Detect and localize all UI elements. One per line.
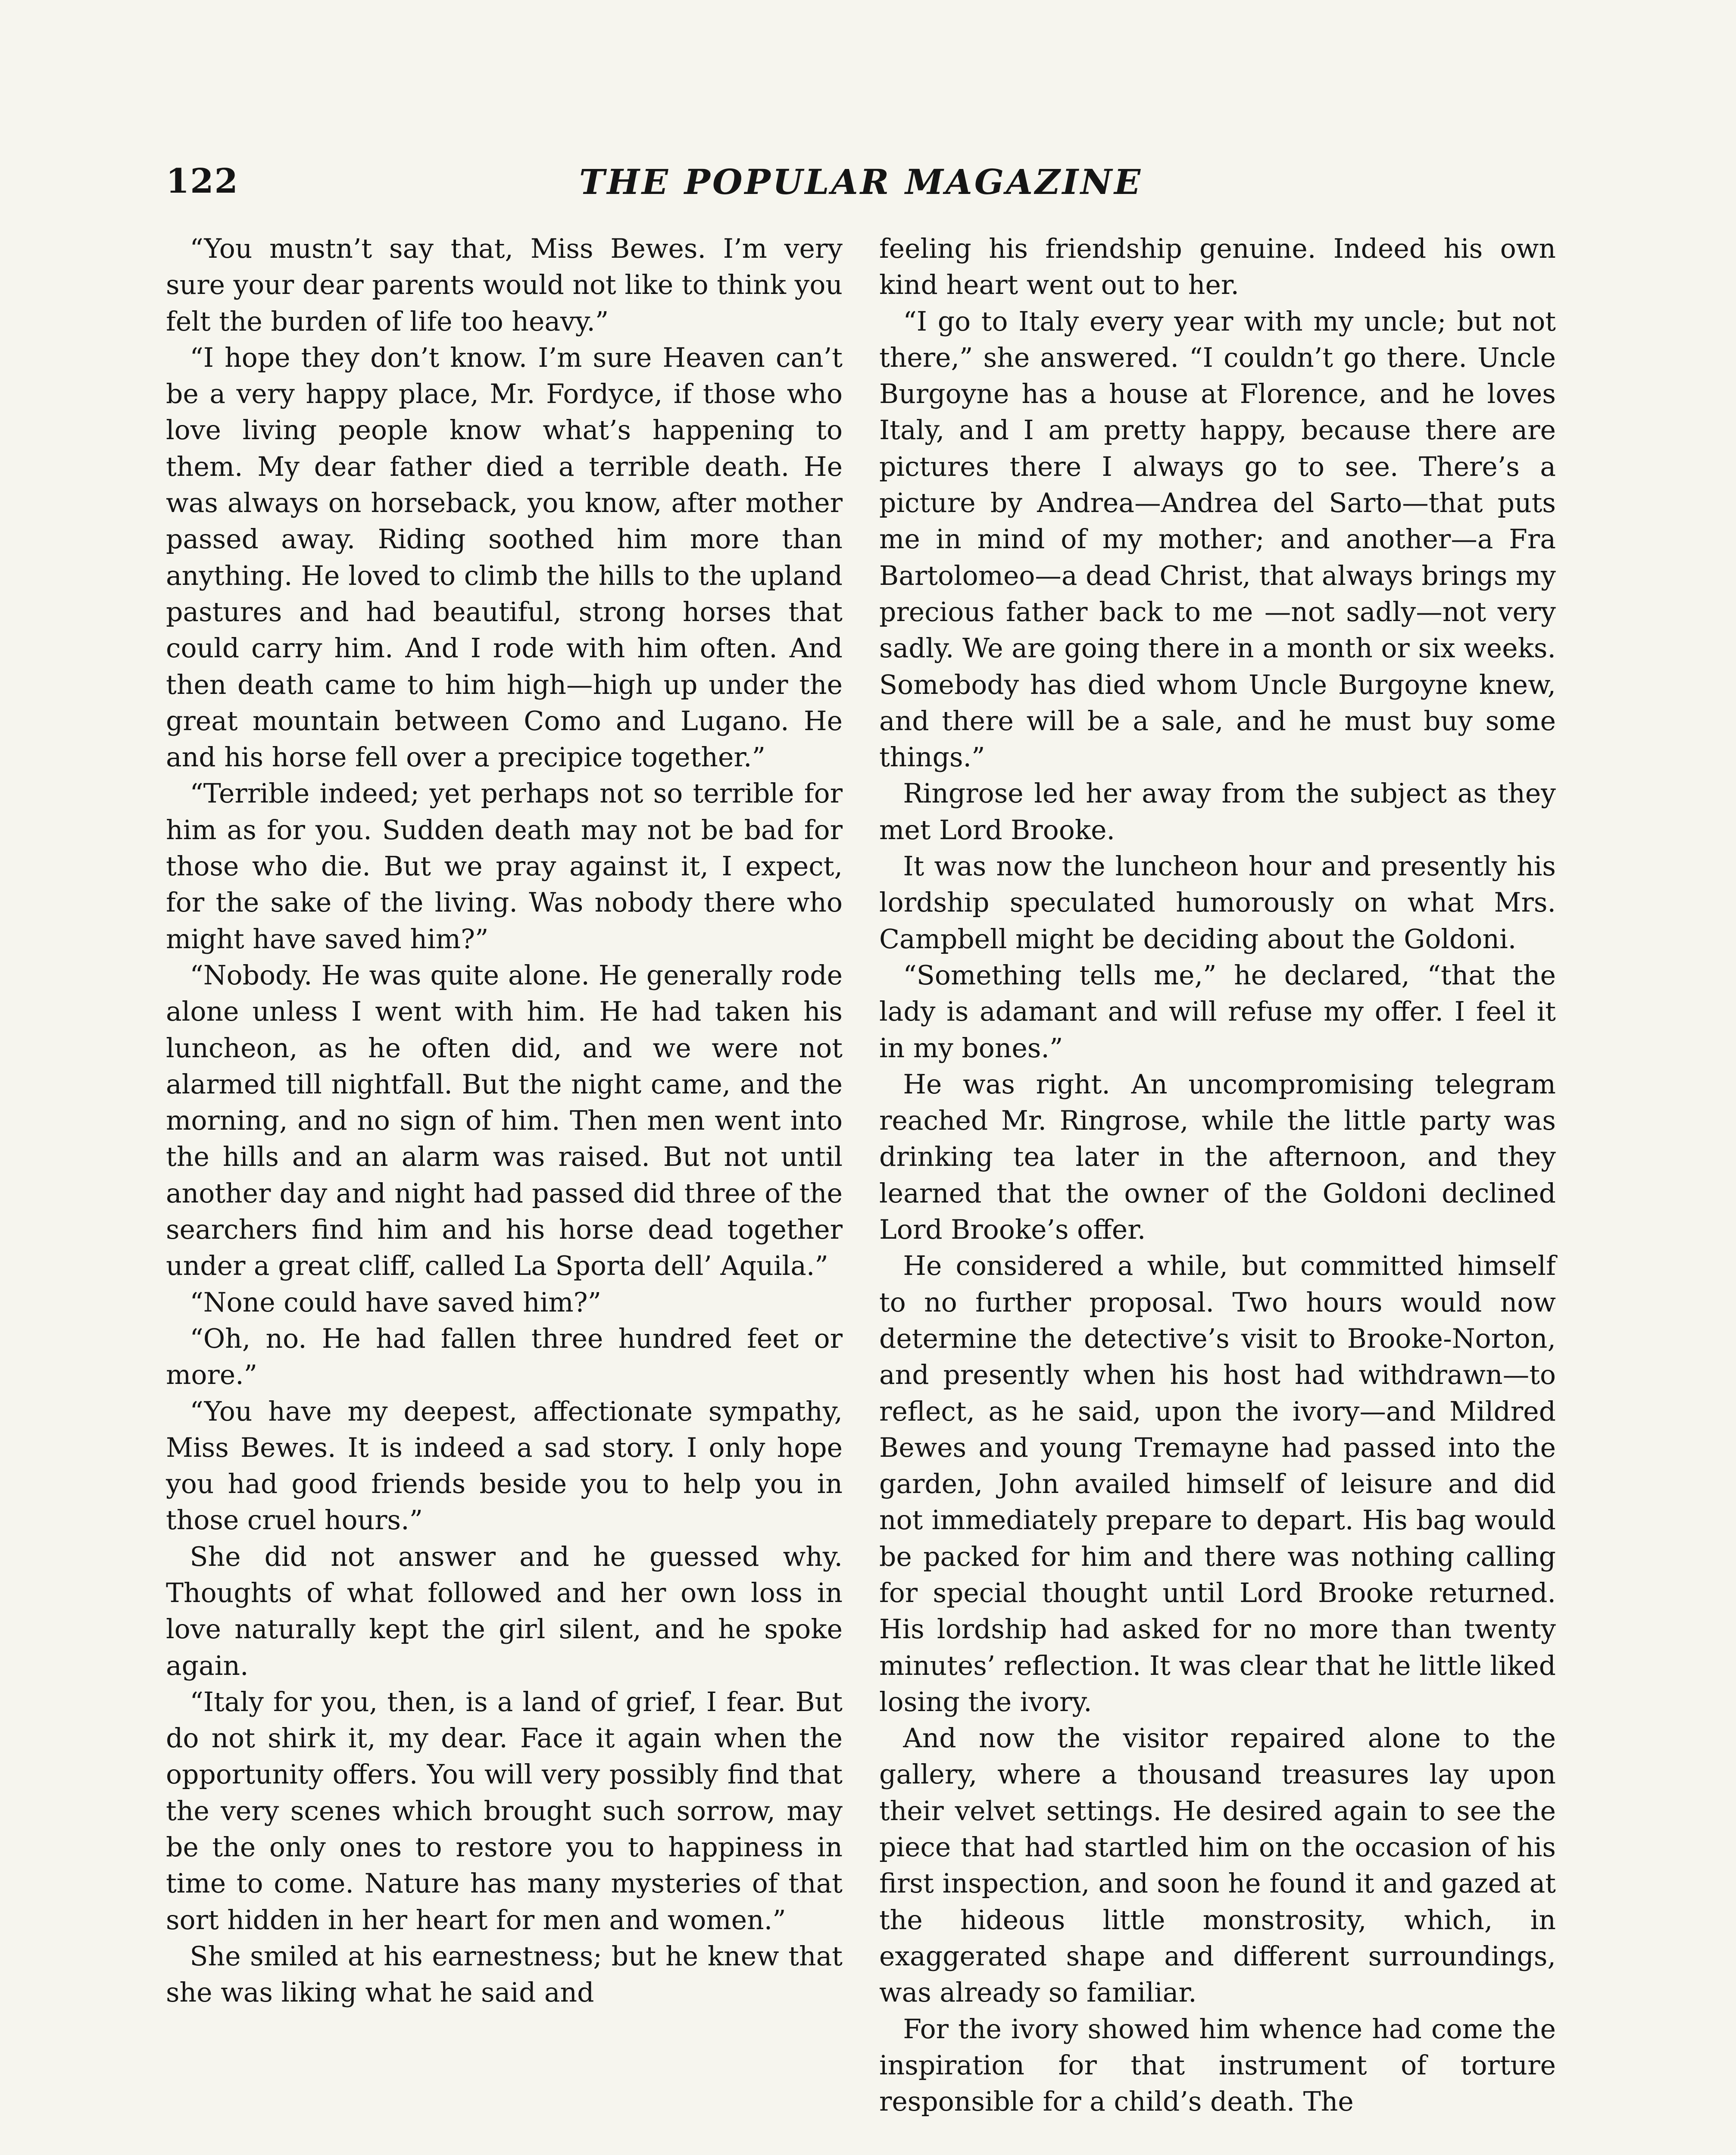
right-column: [879, 231, 1556, 2120]
paragraph: Ringrose led her away from the subject as they met Lord Brooke.: [879, 778, 1556, 846]
running-head: [166, 162, 1556, 218]
paragraph: “Nobody. He was quite alone. He generally rode alone unless I went with him. He had taken his luncheon, as he often did, and we were not alarmed till nightfall. But the night came, and the morning, and no sign of him. Then men went into the hills and an alarm was raised. But not until another day and night had passed did three of the searchers find him and his horse dead together under a great cliff, called La Sporta dell’ Aquila.”: [166, 959, 843, 1282]
paragraph: And now the visitor repaired alone to the gallery, where a thousand treasures lay upon their velvet settings. He desired again to see the piece that had startled him on the occasion of his first inspection, and soon he found it and gazed at the hideous little monstrosity, which, in exaggerated shape and different surroundings, was already so familiar.: [879, 1723, 1556, 2008]
paragraph: “Terrible indeed; yet perhaps not so terrible for him as for you. Sudden death may not be bad for those who die. But we pray against it, I expect, for the sake of the living. Was nobody there who might have saved him?”: [166, 778, 843, 955]
paragraph: He considered a while, but committed himself to no further proposal. Two hours would now determine the detective’s visit to Brooke-Norton, and presently when his host had withdrawn—to reflect, as he said, upon the ivory—and Mildred Bewes and young Tremayne had passed into the garden, John availed himself of leisure and did not immediately prepare to depart. His bag would be packed for him and there was nothing calling for special thought until Lord Brooke returned. His lordship had asked for no more than twenty minutes’ reflection. It was clear that he little liked losing the ivory.: [879, 1250, 1556, 1718]
paragraph: She smiled at his earnestness; but he knew that she was liking what he said and: [166, 1940, 843, 2008]
paragraph: It was now the luncheon hour and presently his lordship speculated humorously on what Mrs. Campbell might be deciding about the Goldoni.: [879, 851, 1556, 955]
paragraph: “Oh, no. He had fallen three hundred feet or more.”: [166, 1323, 843, 1391]
left-column: [166, 231, 843, 2011]
paragraph: “You have my deepest, affectionate sympathy, Miss Bewes. It is indeed a sad story. I only hope you had good friends beside you to help you in those cruel hours.”: [166, 1396, 843, 1536]
continued-paragraph: feeling his friendship genuine. Indeed his own kind heart went out to her.: [879, 233, 1556, 301]
paragraph: “Something tells me,” he declared, “that the lady is adamant and will refuse my offer. I feel it in my bones.”: [879, 959, 1556, 1064]
magazine-title: THE POPULAR MAGAZINE: [579, 162, 1143, 202]
page-number: 122: [166, 162, 239, 201]
paragraph: “You mustn’t say that, Miss Bewes. I’m very sure your dear parents would not like to think you felt the burden of life too heavy.”: [166, 233, 843, 337]
paragraph: “I hope they don’t know. I’m sure Heaven can’t be a very happy place, Mr. Fordyce, if those who love living people know what’s happening to them. My dear father died a terrible death. He was always on horseback, you know, after mother passed away. Riding soothed him more than anything. He loved to climb the hills to the upland pastures and had beautiful, strong horses that could carry him. And I rode with him often. And then death came to him high—high up under the great mountain between Como and Lugano. He and his horse fell over a precipice together.”: [166, 342, 843, 773]
paragraph: “I go to Italy every year with my uncle; but not there,” she answered. “I couldn’t go there. Uncle Burgoyne has a house at Florence, and he loves Italy, and I am pretty happy, because there are pictures there I always go to see. There’s a picture by Andrea—Andrea del Sarto—that puts me in mind of my mother; and another—a Fra Bartolomeo—a dead Christ, that always brings my precious father back to me —not sadly—not very sadly. We are going there in a month or six weeks. Somebody has died whom Uncle Burgoyne knew, and there will be a sale, and he must buy some things.”: [879, 306, 1556, 773]
paragraph: “None could have saved him?”: [190, 1287, 602, 1318]
paragraph: For the ivory showed him whence had come the inspiration for that instrument of torture responsible for a child’s death. The: [879, 2013, 1556, 2118]
paragraph: She did not answer and he guessed why. Thoughts of what followed and her own loss in love naturally kept the girl silent, and he spoke again.: [166, 1541, 843, 1681]
paragraph: He was right. An uncompromising telegram reached Mr. Ringrose, while the little party was drinking tea later in the afternoon, and they learned that the owner of the Goldoni declined Lord Brooke’s offer.: [879, 1068, 1556, 1246]
paragraph: “Italy for you, then, is a land of grief, I fear. But do not shirk it, my dear. Face it again when the opportunity offers. You will very possibly find that the very scenes which brought such sorrow, may be the only ones to restore you to happiness in time to come. Nature has many mysteries of that sort hidden in her heart for men and women.”: [166, 1686, 843, 1936]
